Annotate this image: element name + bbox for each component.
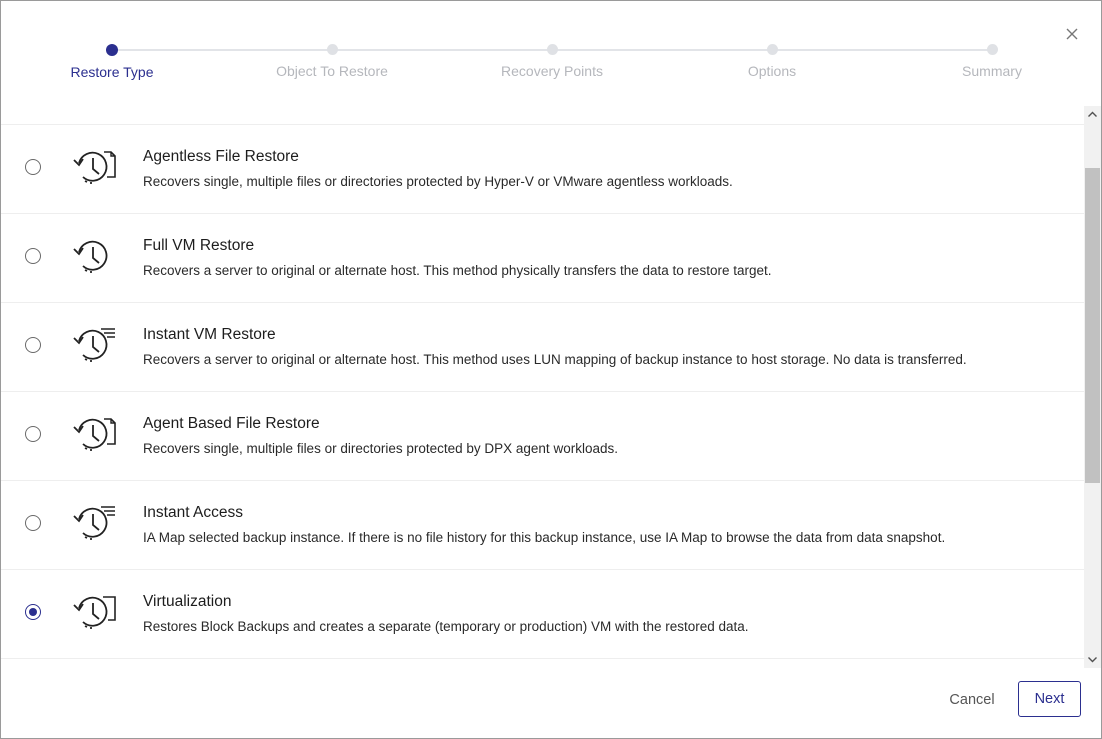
- option-full-vm-restore[interactable]: [1, 214, 1084, 303]
- option-radio[interactable]: [25, 515, 41, 531]
- option-description: Restores Block Backups and creates a separate (temporary or production) VM with the restored data.: [143, 619, 749, 634]
- option-description: Recovers a server to original or alternate host. This method uses LUN mapping of backup instance to host storage. No data is transferred.: [143, 352, 967, 367]
- close-button[interactable]: [1063, 25, 1081, 43]
- list-scrollbar[interactable]: [1084, 106, 1101, 668]
- chevron-up-icon: [1084, 106, 1101, 123]
- step-recovery-points[interactable]: [452, 44, 652, 79]
- cancel-button[interactable]: Cancel: [937, 685, 1007, 715]
- option-title: Agent Based File Restore: [143, 415, 320, 432]
- scroll-up-button[interactable]: [1084, 106, 1101, 123]
- option-virtualization[interactable]: [1, 570, 1084, 659]
- step-label: Restore Type: [70, 64, 154, 80]
- option-instant-access[interactable]: [1, 481, 1084, 570]
- option-agentless-file-restore[interactable]: [1, 124, 1084, 214]
- option-instant-vm-restore[interactable]: [1, 303, 1084, 392]
- history-screen-icon: [71, 592, 119, 634]
- option-radio[interactable]: [25, 337, 41, 353]
- step-dot: [547, 44, 558, 55]
- step-restore-type[interactable]: [12, 44, 212, 80]
- option-title: Agentless File Restore: [143, 148, 299, 165]
- step-dot: [987, 44, 998, 55]
- history-fast-icon: [71, 503, 119, 545]
- option-radio[interactable]: [25, 426, 41, 442]
- option-radio[interactable]: [25, 248, 41, 264]
- history-clock-icon: [71, 236, 119, 278]
- option-title: Virtualization: [143, 593, 232, 610]
- step-object-to-restore[interactable]: [232, 44, 432, 79]
- option-description: IA Map selected backup instance. If there is no file history for this backup instance, use IA Map to browse the data from data snapshot.: [143, 530, 946, 545]
- step-dot: [106, 44, 118, 56]
- step-label: Recovery Points: [501, 63, 603, 79]
- option-agent-based-file-restore[interactable]: [1, 392, 1084, 481]
- option-description: Recovers single, multiple files or directories protected by Hyper-V or VMware agentless workloads.: [143, 174, 733, 189]
- restore-type-list: [1, 106, 1084, 668]
- close-icon: [1063, 25, 1081, 43]
- scroll-thumb[interactable]: [1085, 168, 1100, 483]
- option-description: Recovers a server to original or alternate host. This method physically transfers the data to restore target.: [143, 263, 772, 278]
- step-options[interactable]: [672, 44, 872, 79]
- option-title: Instant Access: [143, 504, 243, 521]
- wizard-stepper: [1, 1, 1101, 101]
- option-title: Full VM Restore: [143, 237, 255, 254]
- step-summary[interactable]: [892, 44, 1092, 79]
- option-description: Recovers single, multiple files or directories protected by DPX agent workloads.: [143, 441, 618, 456]
- history-file-icon: [71, 414, 119, 456]
- option-radio[interactable]: [25, 159, 41, 175]
- option-radio[interactable]: [25, 604, 41, 620]
- step-label: Summary: [962, 63, 1022, 79]
- scroll-down-button[interactable]: [1084, 651, 1101, 668]
- step-label: Object To Restore: [276, 63, 388, 79]
- option-title: Instant VM Restore: [143, 326, 276, 343]
- history-fast-icon: [71, 325, 119, 367]
- step-label: Options: [747, 63, 797, 79]
- history-file-icon: [71, 147, 119, 189]
- next-button[interactable]: Next: [1018, 681, 1081, 717]
- chevron-down-icon: [1084, 651, 1101, 668]
- step-dot: [767, 44, 778, 55]
- step-dot: [327, 44, 338, 55]
